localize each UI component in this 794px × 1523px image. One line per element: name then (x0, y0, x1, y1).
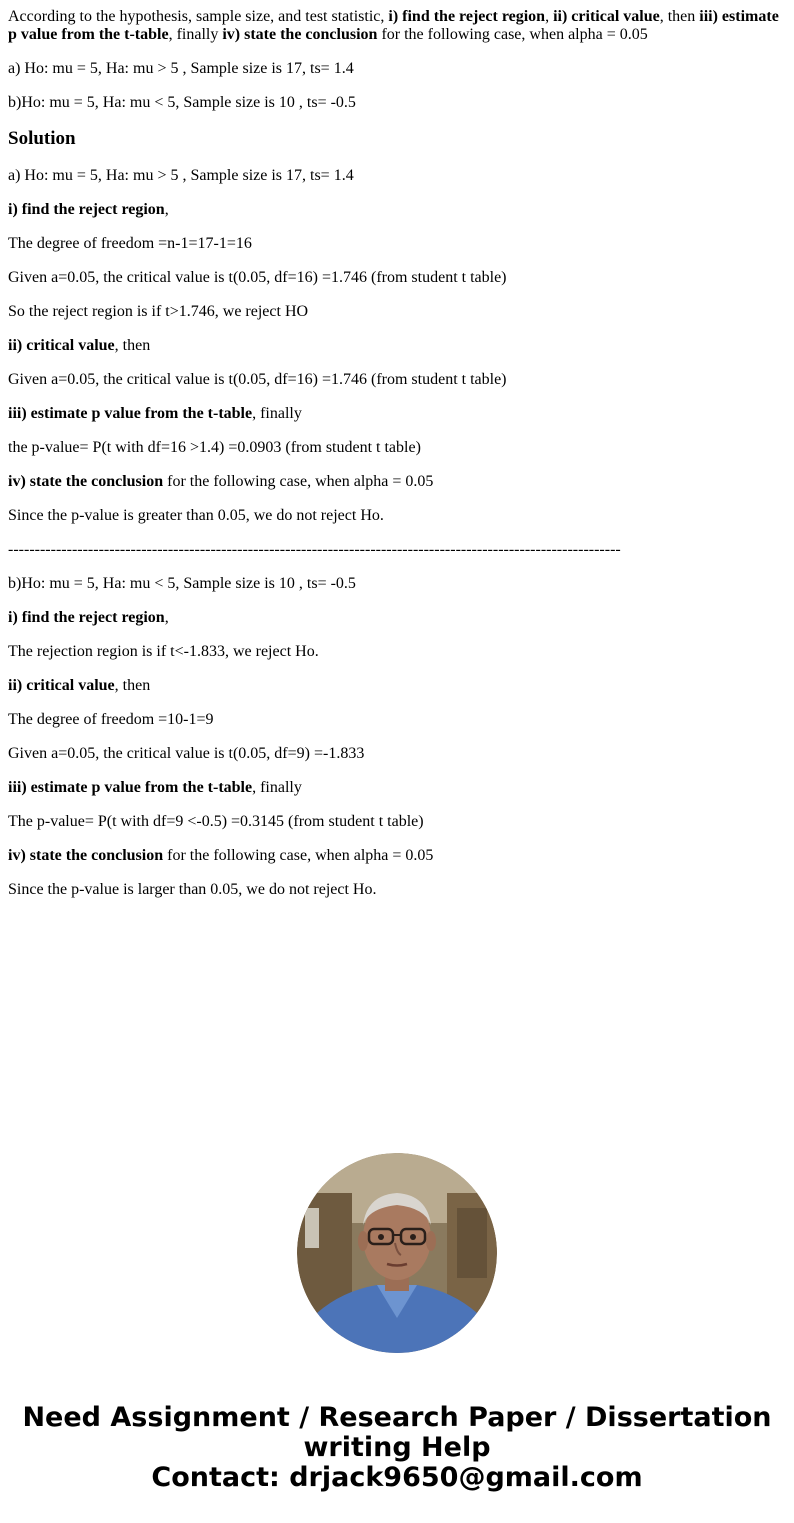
question-step-i: i) find the reject region (388, 8, 546, 25)
question-intro: According to the hypothesis, sample size, and test statistic, (8, 8, 389, 25)
solution-a-step-ii-suffix: , then (114, 337, 151, 354)
solution-a-step-iii (8, 405, 786, 423)
solution-b-step-i-suffix: , (164, 609, 169, 626)
solution-b-step-iii-label: iii) estimate p value from the t-table (8, 779, 253, 796)
solution-b-step-iii-suffix: , finally (252, 779, 302, 796)
footer-promo (0, 1403, 794, 1493)
author-portrait-image (297, 1153, 497, 1353)
solution-b-step-iii (8, 779, 786, 797)
solution-a-case: a) Ho: mu = 5, Ha: mu > 5 , Sample size is 17, ts= 1.4 (8, 167, 354, 184)
divider: ------------------------------------------------------------------------------------------------------------------- (8, 541, 621, 558)
solution-b-step-i (8, 609, 786, 627)
solution-b-step-iv-label: iv) state the conclusion (8, 847, 164, 864)
solution-a-step-i-label: i) find the reject region (8, 201, 165, 218)
solution-a-step-ii-label: ii) critical value (8, 337, 115, 354)
solution-b-step-i-label: i) find the reject region (8, 609, 165, 626)
solution-a-critical-2: Given a=0.05, the critical value is t(0.05, df=16) =1.746 (from student t table) (8, 371, 507, 388)
solution-a-step-ii (8, 337, 786, 355)
solution-a-reject: So the reject region is if t>1.746, we reject HO (8, 303, 309, 320)
solution-a-step-iv (8, 473, 786, 491)
question-then: , then (659, 8, 700, 25)
solution-a-step-iii-label: iii) estimate p value from the t-table (8, 405, 253, 422)
question-case-b: b)Ho: mu = 5, Ha: mu < 5, Sample size is 10 , ts= -0.5 (8, 94, 356, 111)
solution-b-df: The degree of freedom =10-1=9 (8, 711, 214, 728)
solution-b-step-ii (8, 677, 786, 695)
solution-a-step-i (8, 201, 786, 219)
solution-a-pvalue: the p-value= P(t with df=16 >1.4) =0.0903 (from student t table) (8, 439, 421, 456)
question-case-a: a) Ho: mu = 5, Ha: mu > 5 , Sample size is 17, ts= 1.4 (8, 60, 354, 77)
solution-a-conclusion: Since the p-value is greater than 0.05, we do not reject Ho. (8, 507, 384, 524)
question-sep: , (545, 8, 554, 25)
solution-a-step-iii-suffix: , finally (252, 405, 302, 422)
solution-a-step-iv-label: iv) state the conclusion (8, 473, 164, 490)
footer-line-2: writing Help (303, 1432, 491, 1463)
solution-b-reject: The rejection region is if t<-1.833, we reject Ho. (8, 643, 319, 660)
solution-b-step-iv-suffix: for the following case, when alpha = 0.05 (163, 847, 434, 864)
solution-b-step-iv (8, 847, 786, 865)
question-text (8, 8, 786, 44)
solution-b-step-ii-suffix: , then (114, 677, 151, 694)
solution-heading: Solution (8, 128, 76, 149)
solution-b-conclusion: Since the p-value is larger than 0.05, we do not reject Ho. (8, 881, 377, 898)
question-step-iii: iii) estimate p value from the t-table (8, 8, 779, 43)
solution-b-pvalue: The p-value= P(t with df=9 <-0.5) =0.3145 (from student t table) (8, 813, 424, 830)
solution-a-step-iv-suffix: for the following case, when alpha = 0.05 (163, 473, 434, 490)
question-finally: , finally (168, 26, 223, 43)
solution-b-case: b)Ho: mu = 5, Ha: mu < 5, Sample size is 10 , ts= -0.5 (8, 575, 356, 592)
question-tail: for the following case, when alpha = 0.05 (377, 26, 648, 43)
footer-contact: Contact: drjack9650@gmail.com (151, 1462, 643, 1493)
question-step-ii: ii) critical value (553, 8, 660, 25)
question-step-iv: iv) state the conclusion (222, 26, 378, 43)
solution-a-step-i-suffix: , (164, 201, 169, 218)
footer-line-1: Need Assignment / Research Paper / Dissertation (22, 1402, 772, 1433)
solution-b-critical: Given a=0.05, the critical value is t(0.05, df=9) =-1.833 (8, 745, 365, 762)
author-avatar (297, 1153, 497, 1353)
solution-a-critical-1: Given a=0.05, the critical value is t(0.05, df=16) =1.746 (from student t table) (8, 269, 507, 286)
solution-b-step-ii-label: ii) critical value (8, 677, 115, 694)
solution-a-df: The degree of freedom =n-1=17-1=16 (8, 235, 252, 252)
